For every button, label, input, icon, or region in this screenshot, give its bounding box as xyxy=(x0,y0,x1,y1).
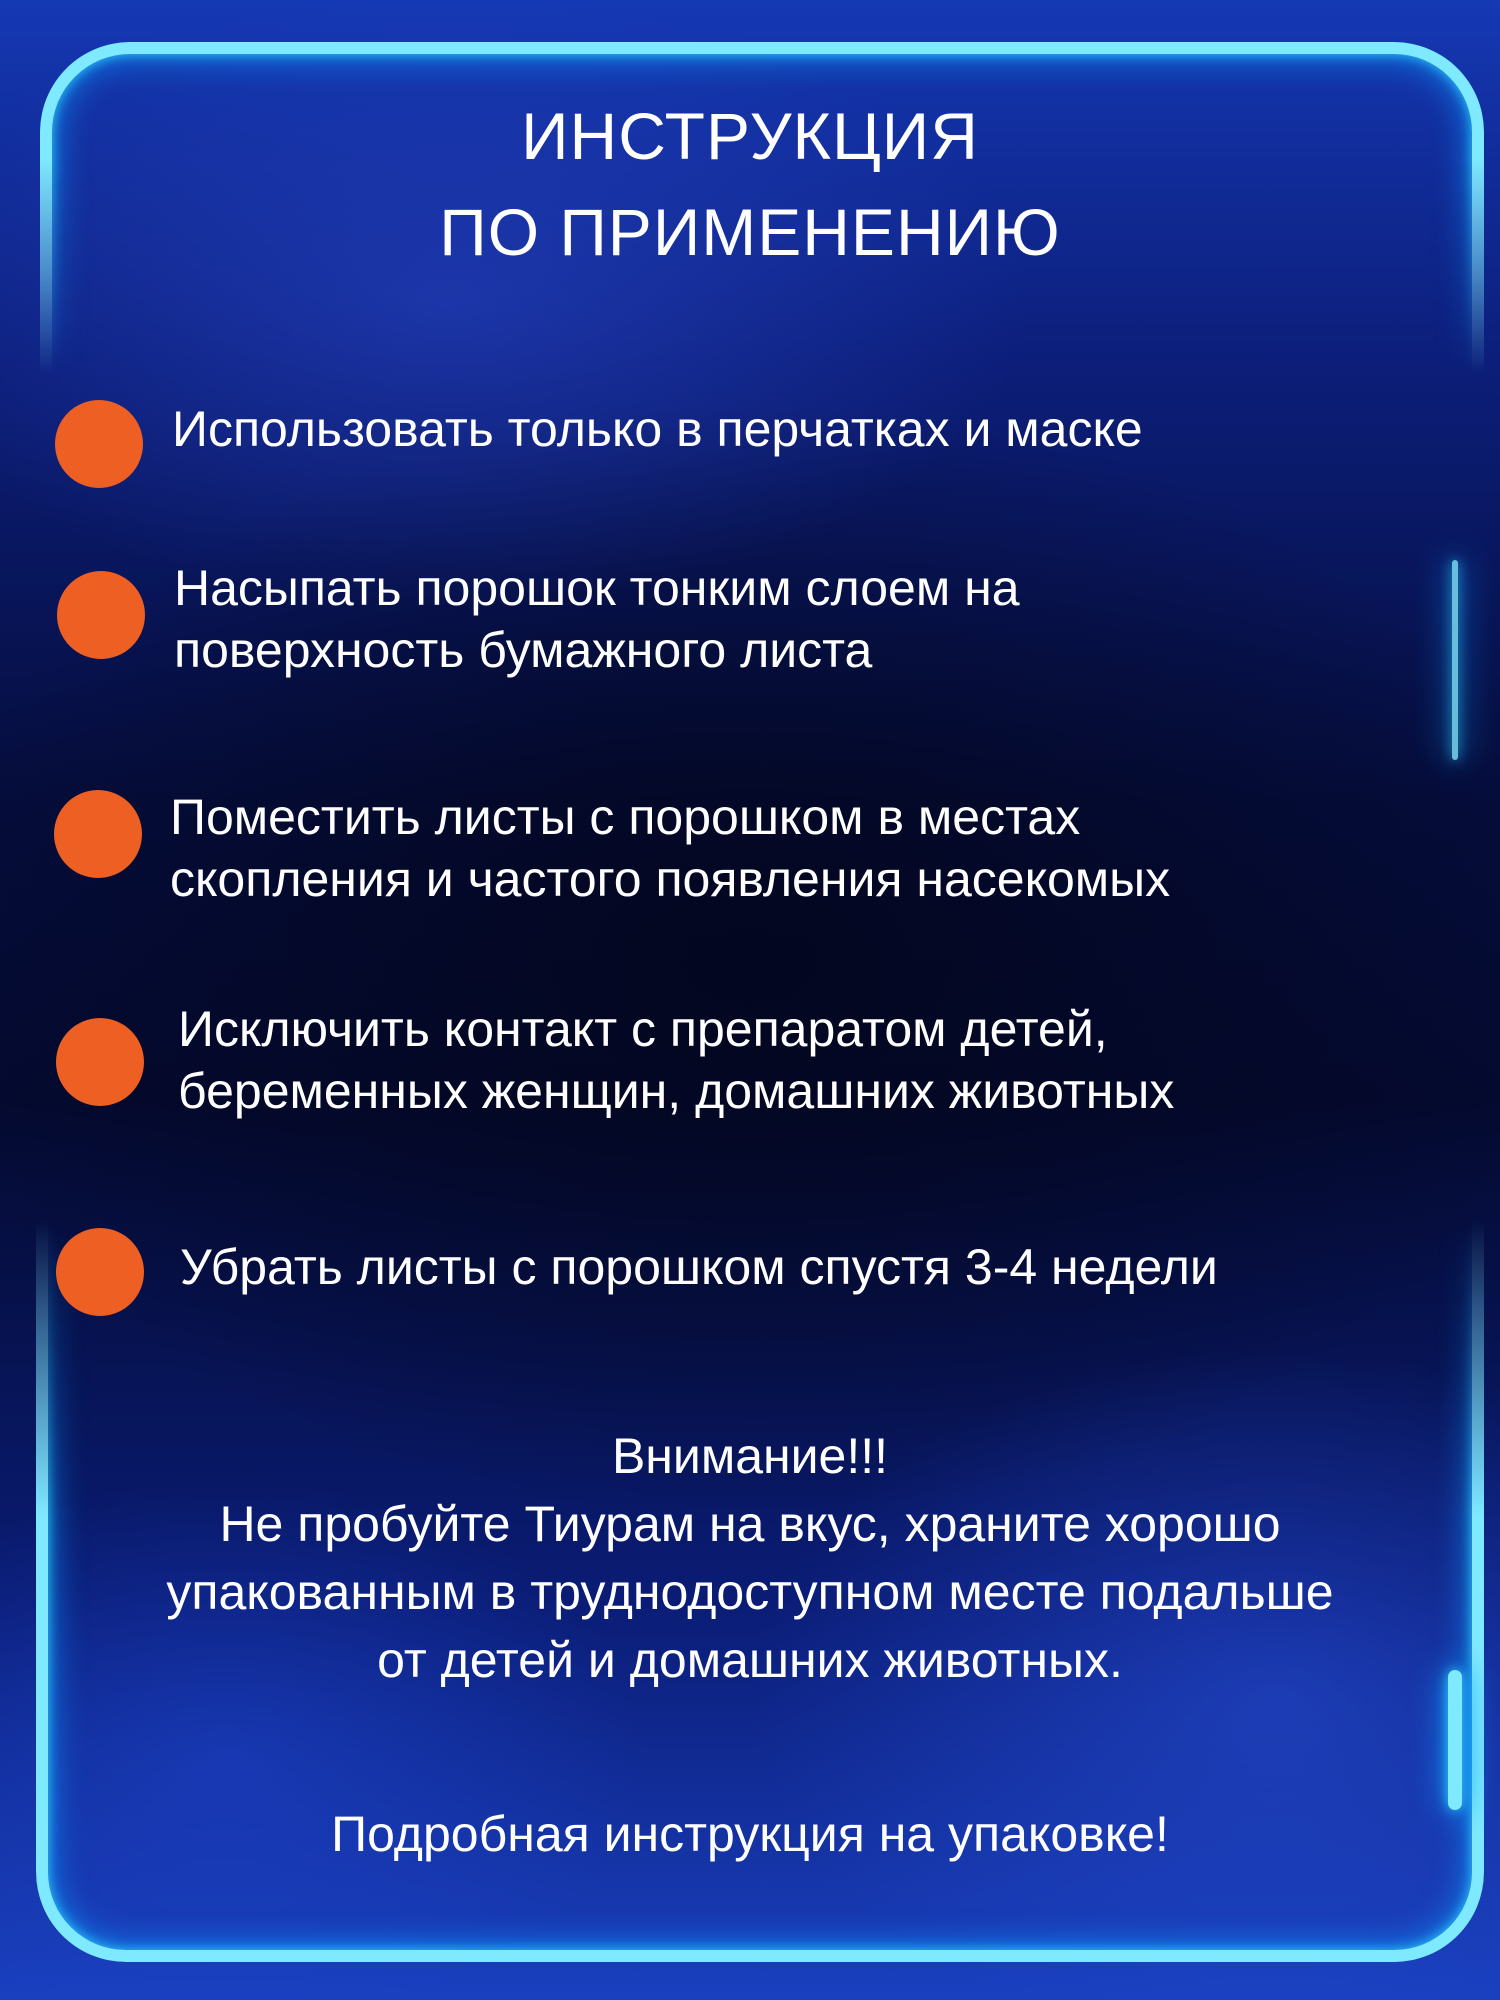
warning-line-2: упакованным в труднодоступном месте подальше xyxy=(166,1564,1334,1620)
warning-line-1: Не пробуйте Тиурам на вкус, храните хорошо xyxy=(219,1496,1281,1552)
footer-note: Подробная инструкция на упаковке! xyxy=(331,1806,1169,1862)
step-item-3 xyxy=(50,790,1450,930)
step-3-line-2: скопления и частого появления насекомых xyxy=(170,851,1171,907)
step-item-2 xyxy=(50,555,1450,695)
step-1-line-1: Использовать только в перчатках и маске xyxy=(172,401,1143,457)
step-5-line-1: Убрать листы с порошком спустя 3-4 недели xyxy=(180,1239,1218,1295)
step-3-line-1: Поместить листы с порошком в местах xyxy=(170,789,1081,845)
step-4-line-2: беременных женщин, домашних животных xyxy=(178,1063,1175,1119)
step-4-line-1: Исключить контакт с препаратом детей, xyxy=(178,1001,1108,1057)
step-text-1 xyxy=(172,398,1432,460)
step-2-line-1: Насыпать порошок тонким слоем на xyxy=(174,560,1020,616)
title-line-1: ИНСТРУКЦИЯ xyxy=(521,99,979,173)
orange-bullet-icon xyxy=(57,571,145,659)
step-text-2 xyxy=(174,557,1434,681)
orange-bullet-icon xyxy=(54,790,142,878)
warning-block xyxy=(0,1422,1500,1694)
orange-bullet-icon xyxy=(56,1228,144,1316)
step-item-1 xyxy=(50,388,1450,528)
warning-heading: Внимание!!! xyxy=(611,1428,889,1484)
orange-bullet-icon xyxy=(56,1018,144,1106)
step-item-5 xyxy=(50,1228,1450,1368)
step-text-4 xyxy=(178,998,1438,1122)
step-2-line-2: поверхность бумажного листа xyxy=(174,622,873,678)
orange-bullet-icon xyxy=(55,400,143,488)
warning-line-3: от детей и домашних животных. xyxy=(377,1632,1123,1688)
step-text-5 xyxy=(180,1236,1440,1298)
title-line-2: ПО ПРИМЕНЕНИЮ xyxy=(439,195,1061,269)
step-item-4 xyxy=(50,1001,1450,1150)
step-text-3 xyxy=(170,786,1430,910)
neon-frame-side-glow xyxy=(1452,560,1458,760)
poster-title xyxy=(0,88,1500,280)
